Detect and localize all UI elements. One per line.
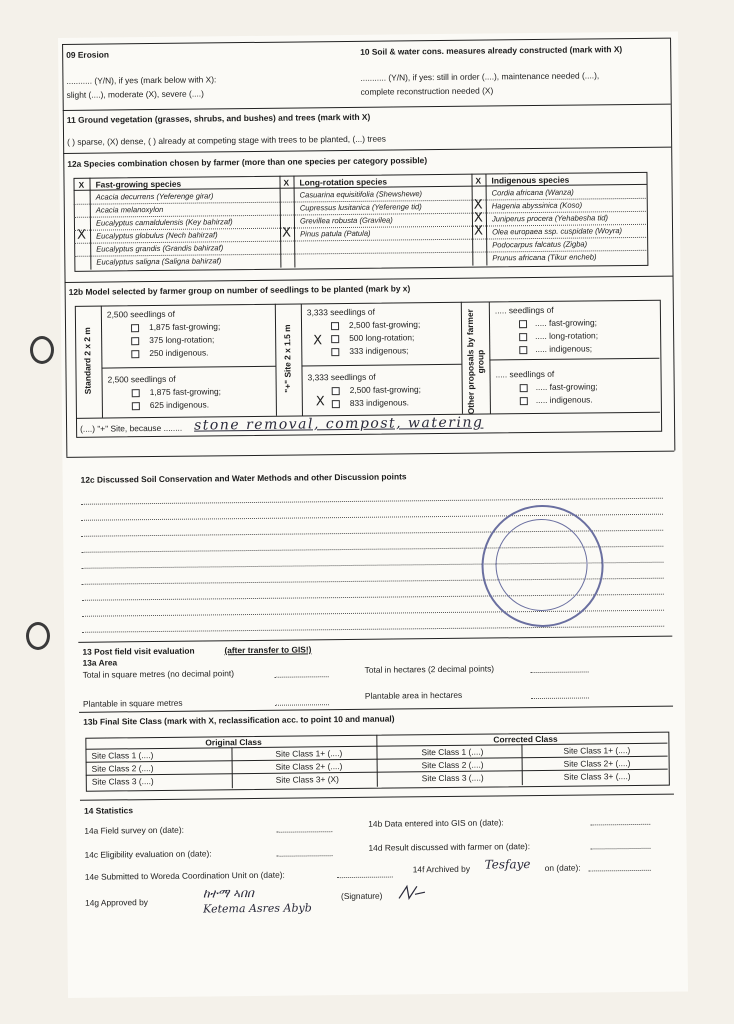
- s13-title-underlined: (after transfer to GIS!): [224, 644, 312, 656]
- corrected-class-header: Corrected Class: [493, 733, 558, 745]
- plus-a-item: 500 long-rotation;: [349, 332, 415, 343]
- official-stamp: [481, 504, 604, 627]
- sqm-label: Total in square metres (no decimal point): [82, 668, 235, 680]
- indig-species: Juniperus procera (Yehabesha tid): [491, 213, 609, 224]
- oth-b-head: ..... seedlings of: [495, 368, 555, 380]
- indig-species: Cordia africana (Wanza): [491, 187, 574, 198]
- indig-species: Hagenia abyssinica (Koso): [491, 200, 583, 211]
- long-species: Cupressus lusitanica (Yeferenge tid): [299, 202, 422, 213]
- fast-species: Acacia melanoxylon: [95, 204, 164, 215]
- site-class-cell: Site Class 1 (....): [421, 746, 484, 758]
- plus-b-item: 2,500 fast-growing;: [349, 384, 421, 395]
- s09-line1: ........... (Y/N), if yes (mark below with X):: [66, 74, 217, 86]
- site-class-cell: Site Class 1+ (....): [275, 748, 343, 759]
- indig-species: Prunus africana (Tikur encheb): [492, 252, 597, 263]
- checkbox[interactable]: [331, 322, 339, 330]
- plus-site-label: "+" Site 2 x 1.5 m: [282, 324, 293, 393]
- s14-title: 14 Statistics: [84, 805, 134, 816]
- checkbox[interactable]: [332, 387, 340, 395]
- checkbox[interactable]: [331, 348, 339, 356]
- punch-hole-top: [30, 336, 54, 364]
- checkbox[interactable]: [332, 400, 340, 408]
- site-class-cell: Site Class 3 (....): [91, 776, 154, 787]
- mark-juniperus: X: [473, 210, 483, 226]
- s11-title: 11 Ground vegetation (grasses, shrubs, and bushes) and trees (mark with X): [66, 111, 371, 125]
- oth-a-item: ..... indigenous;: [535, 343, 593, 355]
- s14f-handwritten: Tesfaye: [484, 857, 531, 872]
- mark-hagenia: X: [473, 197, 483, 213]
- fast-species: Eucalyptus camaldulensis (Key bahirzaf): [95, 217, 233, 228]
- s13-title: 13 Post field visit evaluation: [82, 645, 195, 657]
- punch-hole-bottom: [26, 622, 50, 650]
- x-col-2: X: [283, 177, 290, 188]
- std-a-item: 250 indigenous.: [149, 347, 209, 359]
- s12b-title: 12b Model selected by farmer group on number of seedlings to be planted (mark by x): [68, 283, 411, 297]
- site-class-cell: Site Class 1+ (....): [563, 745, 631, 756]
- s14d-label: 14d Result discussed with farmer on (date):: [368, 841, 531, 853]
- checkbox[interactable]: [520, 397, 528, 405]
- mark-patula: X: [281, 225, 292, 241]
- s14g-handwritten-amharic: ከተማ ኣበበ: [202, 885, 254, 901]
- site-class-cell: Site Class 3 (....): [421, 772, 484, 784]
- fast-species: Acacia decurrens (Yeferenge girar): [95, 191, 214, 202]
- checkbox[interactable]: [131, 350, 139, 358]
- form-page: [58, 32, 688, 998]
- x-col-3: X: [475, 175, 482, 186]
- s14f-date-label: on (date):: [544, 862, 581, 873]
- std-a-item: 375 long-rotation;: [149, 334, 215, 346]
- checkbox[interactable]: [519, 320, 527, 328]
- plus-site-because: (....) "+" Site, because ........: [80, 422, 183, 434]
- s09-line2: slight (....), moderate (X), severe (....): [66, 88, 204, 100]
- s10-line1: ........... (Y/N), if yes: still in order (....), maintenance needed (....),: [360, 70, 600, 83]
- oth-a-item: ..... fast-growing;: [534, 317, 597, 329]
- site-class-cell: Site Class 2+ (....): [275, 761, 343, 772]
- std-b-item: 1,875 fast-growing;: [149, 386, 221, 398]
- original-class-header: Original Class: [205, 736, 262, 748]
- plus-a-item: 333 indigenous;: [349, 345, 409, 356]
- checkbox[interactable]: [331, 335, 339, 343]
- plantable-sqm-label: Plantable in square metres: [82, 697, 183, 709]
- plus-site-reason: stone removal, compost, watering: [193, 414, 484, 434]
- plantable-ha-label: Plantable area in hectares: [364, 689, 463, 701]
- site-class-cell: Site Class 2 (....): [91, 763, 154, 774]
- oth-b-item: ..... fast-growing;: [535, 381, 598, 393]
- site-class-cell: Site Class 3+ (X): [275, 774, 339, 785]
- indig-species: Olea europaea ssp. cuspidate (Woyra): [492, 226, 623, 237]
- s14e-label: 14e Submitted to Woreda Coordination Unit on (date):: [84, 869, 285, 882]
- checkbox[interactable]: [131, 337, 139, 345]
- s10-line2: complete reconstruction needed (X): [360, 85, 494, 97]
- s12a-title: 12a Species combination chosen by farmer (more than one species per category possible): [67, 155, 428, 169]
- fast-species: Eucalyptus grandis (Grandis bahirzaf): [96, 243, 224, 254]
- s13a-title: 13a Area: [82, 657, 118, 668]
- standard-label: Standard 2 x 2 m: [82, 327, 93, 395]
- other-proposals-label: Other proposals by farmer group: [464, 309, 486, 415]
- long-species: Casuarina equisitifolia (Shewshewe): [299, 189, 423, 200]
- mark-plus-a: X: [313, 333, 323, 349]
- mark-olea: X: [473, 223, 484, 239]
- oth-a-head: ..... seedlings of: [494, 304, 554, 316]
- std-b-head: 2,500 seedlings of: [107, 373, 176, 385]
- plus-a-head: 3,333 seedlings of: [306, 306, 375, 318]
- s12c-title: 12c Discussed Soil Conservation and Water Methods and other Discussion points: [80, 471, 407, 485]
- plus-b-item: 833 indigenous.: [349, 397, 410, 408]
- s09-title: 09 Erosion: [66, 49, 110, 60]
- s10-title: 10 Soil & water cons. measures already constructed (mark with X): [360, 44, 623, 57]
- site-class-cell: Site Class 3+ (....): [563, 771, 631, 782]
- signature-scribble: [397, 882, 427, 902]
- indig-species: Podocarpus falcatus (Zigba): [492, 239, 588, 250]
- site-class-cell: Site Class 1 (....): [91, 750, 154, 761]
- mark-globulus: X: [76, 227, 87, 243]
- x-col-1: X: [78, 179, 85, 190]
- checkbox[interactable]: [519, 346, 527, 354]
- s14f-label: 14f Archived by: [412, 863, 471, 875]
- long-rotation-header: Long-rotation species: [299, 176, 388, 188]
- s14b-label: 14b Data entered into GIS on (date):: [368, 817, 504, 829]
- oth-b-item: ..... indigenous.: [535, 394, 593, 406]
- long-species: Grevillea robusta (Gravilea): [299, 215, 393, 226]
- checkbox[interactable]: [131, 324, 139, 332]
- fast-species: Eucalyptus saligna (Saligna bahirzaf): [96, 256, 222, 267]
- checkbox[interactable]: [132, 402, 140, 410]
- fast-growing-header: Fast-growing species: [95, 178, 182, 190]
- std-b-item: 625 indigenous.: [149, 399, 210, 411]
- mark-plus-b: X: [315, 394, 325, 410]
- site-class-cell: Site Class 2+ (....): [563, 758, 631, 769]
- oth-a-item: ..... long-rotation;: [535, 330, 599, 342]
- checkbox[interactable]: [519, 333, 527, 341]
- plus-a-item: 2,500 fast-growing;: [348, 319, 421, 330]
- site-class-cell: Site Class 2 (....): [421, 759, 484, 771]
- s13b-title: 13b Final Site Class (mark with X, reclassification acc. to point 10 and manual): [83, 713, 395, 727]
- checkbox[interactable]: [520, 384, 528, 392]
- indigenous-header: Indigenous species: [491, 174, 570, 186]
- s11-line: ( ) sparse, (X) dense, ( ) already at competing stage with trees to be planted, (...) trees: [67, 133, 386, 147]
- checkbox[interactable]: [132, 389, 140, 397]
- long-species: Pinus patula (Patula): [300, 228, 371, 239]
- s14a-label: 14a Field survey on (date):: [84, 824, 184, 836]
- ha-label: Total in hectares (2 decimal points): [364, 663, 495, 675]
- s14g-handwritten-name: Ketema Asres Abyb: [203, 901, 312, 916]
- plus-b-head: 3,333 seedlings of: [307, 371, 376, 383]
- s14c-label: 14c Eligibility evaluation on (date):: [84, 848, 212, 860]
- s14g-label: 14g Approved by: [85, 897, 148, 908]
- fast-species: Eucalyptus globulus (Nech bahirzaf): [96, 230, 218, 241]
- std-a-head: 2,500 seedlings of: [106, 308, 175, 320]
- signature-label: (Signature): [340, 890, 383, 902]
- std-a-item: 1,875 fast-growing;: [148, 321, 221, 333]
